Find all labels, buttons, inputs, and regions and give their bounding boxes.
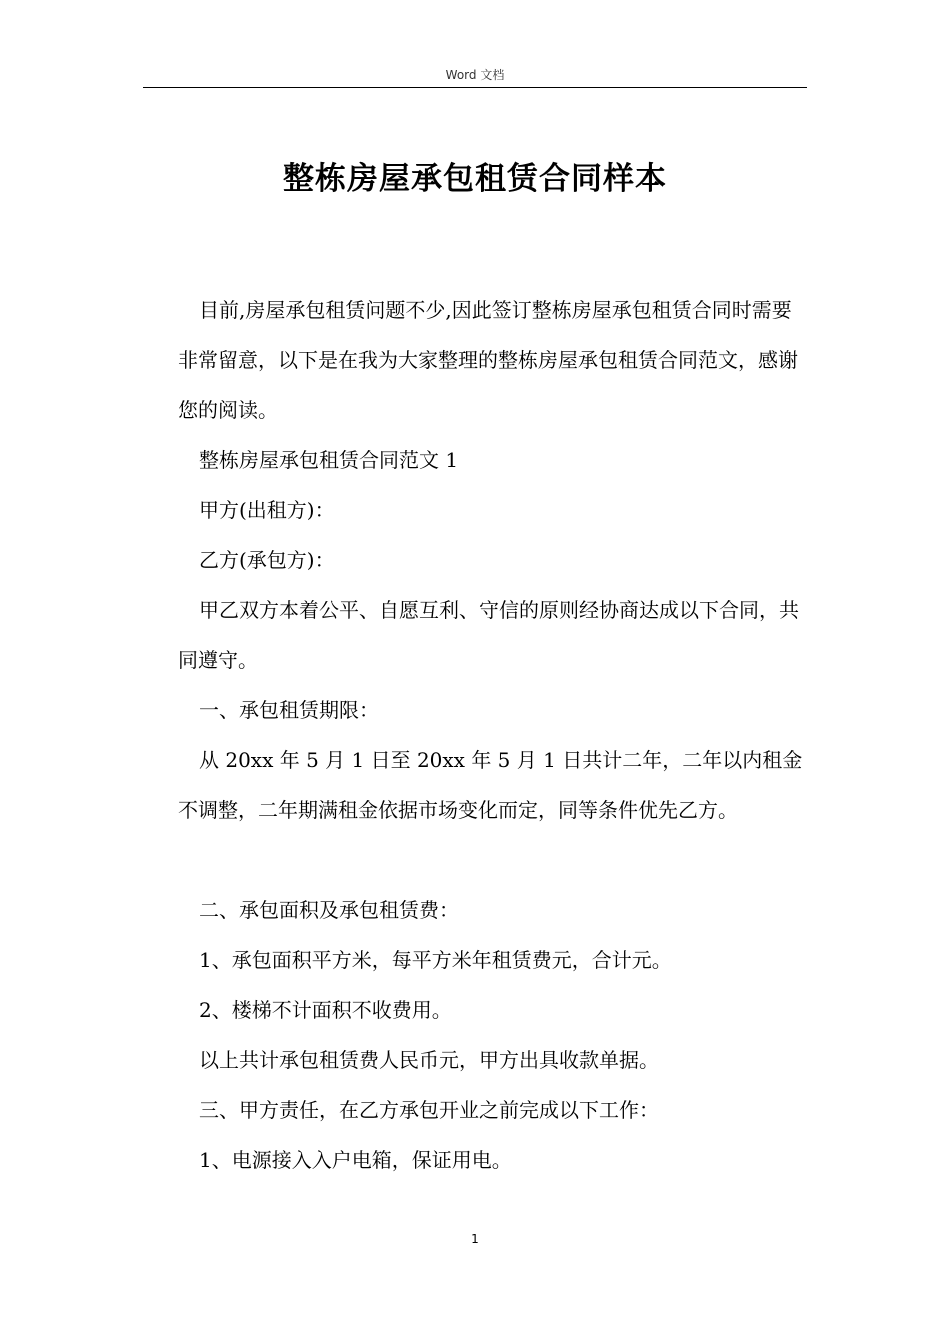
section-2-item-2: 2、楼梯不计面积不收费用。 (199, 998, 452, 1022)
sample-heading: 整栋房屋承包租赁合同范文 1 (199, 448, 459, 472)
document-body (178, 285, 808, 1185)
section-3-title: 三、甲方责任，在乙方承包开业之前完成以下工作： (199, 1098, 659, 1122)
section-1-body: 从 20xx 年 5 月 1 日至 20xx 年 5 月 1 日共计二年，二年以内租金不调整，二年期满租金依据市场变化而定，同等条件优先乙方。 (178, 748, 803, 822)
page-number: 1 (471, 1232, 479, 1246)
blank-line (178, 835, 808, 885)
section-1-title: 一、承包租赁期限： (199, 698, 379, 722)
party-a-line: 甲方(出租方)： (199, 498, 335, 522)
document-title: 整栋房屋承包租赁合同样本 (283, 161, 667, 197)
page-header: Word 文档 (445, 68, 505, 82)
header-divider (143, 87, 807, 88)
section-2-total: 以上共计承包租赁费人民币元，甲方出具收款单据。 (199, 1048, 659, 1072)
preamble-paragraph: 甲乙双方本着公平、自愿互利、守信的原则经协商达成以下合同，共同遵守。 (178, 598, 799, 672)
section-2-title: 二、承包面积及承包租赁费： (199, 898, 459, 922)
intro-paragraph: 目前,房屋承包租赁问题不少,因此签订整栋房屋承包租赁合同时需要非常留意，以下是在我为大家整理的整栋房屋承包租赁合同范文，感谢您的阅读。 (178, 298, 798, 422)
section-3-item-1: 1、电源接入入户电箱，保证用电。 (199, 1148, 512, 1172)
section-2-item-1: 1、承包面积平方米，每平方米年租赁费元，合计元。 (199, 948, 672, 972)
party-b-line: 乙方(承包方)： (199, 548, 335, 572)
